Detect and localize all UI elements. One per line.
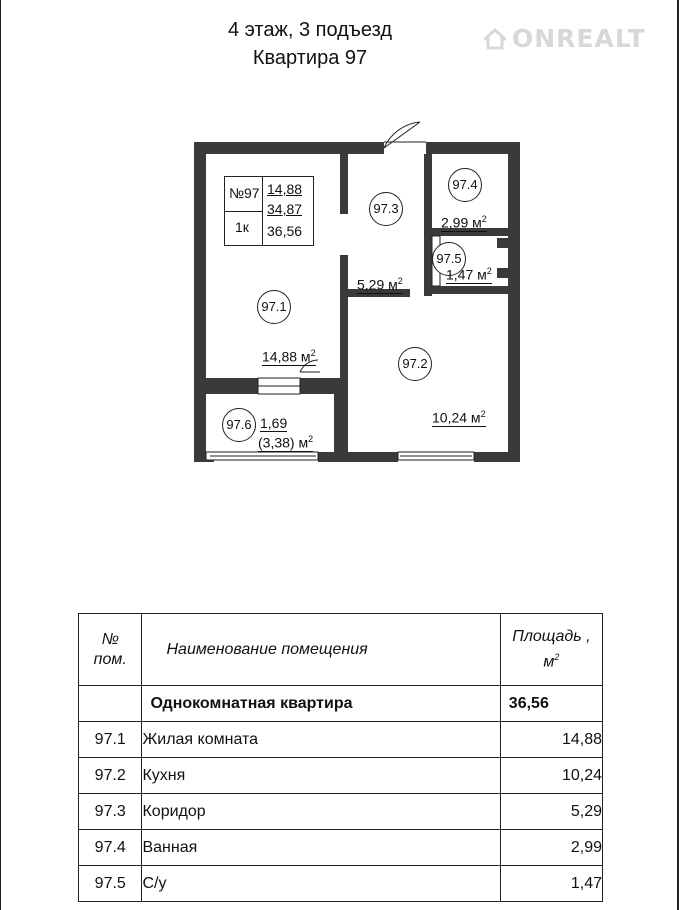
- room-97-4-marker: 97.4: [448, 168, 482, 202]
- table-row: 97.3 Коридор 5,29: [79, 794, 603, 830]
- info-total: 36,56: [267, 223, 303, 239]
- room-97-6-area: 1,69: [260, 415, 288, 431]
- room-97-6-marker: 97.6: [222, 408, 256, 442]
- table-summary-row: [79, 686, 603, 722]
- room-97-3-marker: 97.3: [369, 192, 403, 226]
- table-row: 97.1 Жилая комната 14,88: [79, 722, 603, 758]
- apartment-info-box: [224, 176, 314, 246]
- watermark-text: ONREALT: [512, 24, 646, 53]
- summary-value: 36,56: [500, 686, 602, 722]
- header-num: № пом.: [79, 614, 142, 686]
- table-header-row: [79, 614, 603, 686]
- info-living: 14,88: [267, 181, 303, 197]
- info-number: №97: [229, 185, 260, 201]
- room-97-6-area-full: (3,38) $м^2$: [258, 434, 314, 451]
- header-area: Площадь , $м^2$: [500, 614, 602, 686]
- summary-name: Однокомнатная квартира: [142, 686, 500, 722]
- room-97-4-area: 2,99 $м^2$: [441, 214, 487, 231]
- table-row: 97.5 С/у 1,47: [79, 866, 603, 902]
- room-97-1-area: 14,88 $м^2$: [262, 348, 316, 365]
- info-rooms: 1к: [235, 219, 249, 235]
- room-97-2-area: 10,24 $м^2$: [432, 409, 486, 426]
- room-97-2-marker: 97.2: [398, 347, 432, 381]
- apartment-line: Квартира 97: [252, 47, 368, 69]
- table-row: 97.2 Кухня 10,24: [79, 758, 603, 794]
- floor-line: 4 этаж, 3 подъезд: [227, 19, 392, 41]
- header-name: Наименование помещения: [142, 614, 500, 686]
- room-97-1-marker: 97.1: [257, 290, 291, 324]
- table-row: 97.4 Ванная 2,99: [79, 830, 603, 866]
- room-97-3-area: 5,29 $м^2$: [357, 276, 403, 293]
- room-97-5-marker: 97.5: [432, 242, 466, 276]
- rooms-table: [78, 613, 603, 902]
- info-useful: 34,87: [267, 201, 303, 217]
- room-97-5-area: 1,47 $м^2$: [446, 266, 492, 283]
